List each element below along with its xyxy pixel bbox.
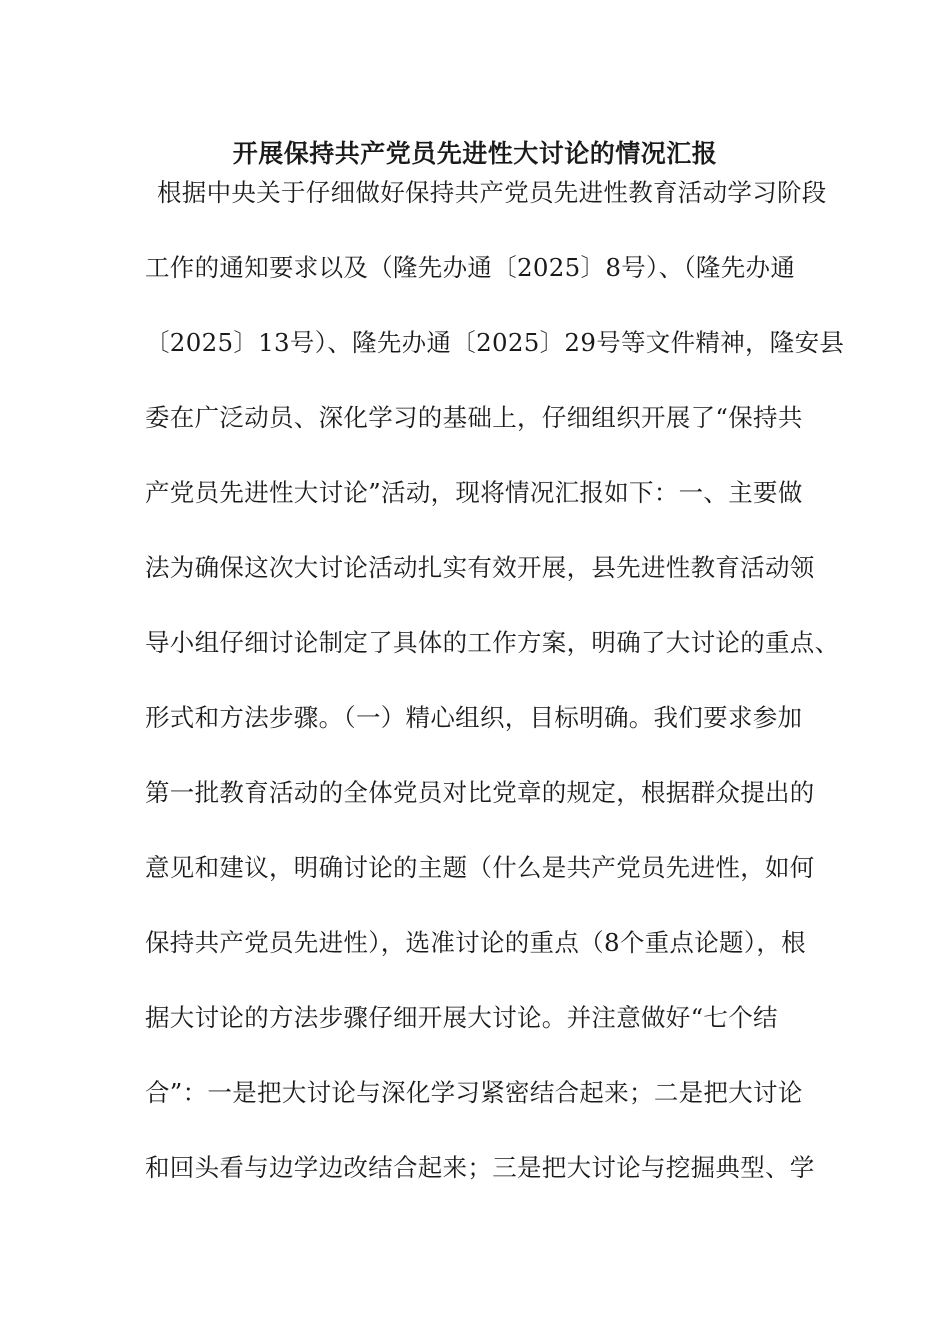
body-line: 〔2025〕13号）、隆先办通〔2025〕29号等文件精神，隆安县 <box>145 328 845 357</box>
body-line: 产党员先进性大讨论”活动，现将情况汇报如下：一、主要做 <box>145 478 803 507</box>
body-line: 和回头看与边学边改结合起来；三是把大讨论与挖掘典型、学 <box>145 1153 815 1182</box>
body-line: 形式和方法步骤。（一）精心组织，目标明确。我们要求参加 <box>145 703 803 732</box>
body-line: 导小组仔细讨论制定了具体的工作方案，明确了大讨论的重点、 <box>145 628 840 657</box>
body-line: 意见和建议，明确讨论的主题（什么是共产党员先进性，如何 <box>145 853 815 882</box>
body-line: 工作的通知要求以及（隆先办通〔2025〕8号）、（隆先办通 <box>145 253 796 282</box>
body-line: 根据中央关于仔细做好保持共产党员先进性教育活动学习阶段 <box>157 178 827 207</box>
document-body <box>145 155 845 1205</box>
body-line: 保持共产党员先进性），选准讨论的重点（8个重点论题），根 <box>145 928 806 957</box>
body-line: 第一批教育活动的全体党员对比党章的规定，根据群众提出的 <box>145 778 815 807</box>
body-line: 合”：一是把大讨论与深化学习紧密结合起来；二是把大讨论 <box>145 1078 803 1107</box>
body-line: 据大讨论的方法步骤仔细开展大讨论。并注意做好“七个结 <box>145 1003 778 1032</box>
body-line: 委在广泛动员、深化学习的基础上，仔细组织开展了“保持共 <box>145 403 803 432</box>
document-title: 开展保持共产党员先进性大讨论的情况汇报 <box>232 139 718 168</box>
body-line: 法为确保这次大讨论活动扎实有效开展，县先进性教育活动领 <box>145 553 815 582</box>
